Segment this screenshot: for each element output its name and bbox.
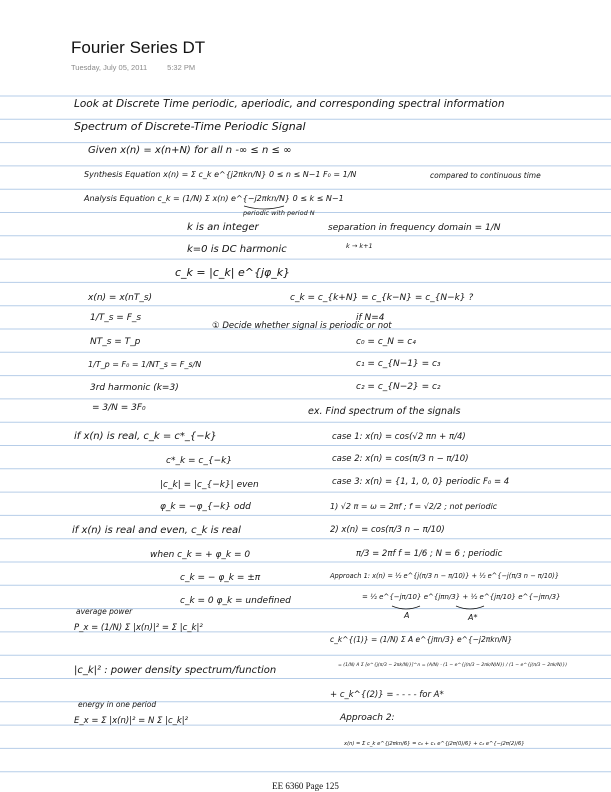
ck2-note: + c_k^{(2)} = - - - - for A* [330,690,444,700]
when-negative: c_k = − φ_k = ±π [180,573,261,583]
answer-2-detail: π/3 = 2πf f = 1/6 ; N = 6 ; periodic [356,549,503,559]
average-power-equation: P_x = (1/N) Σ |x(n)|² = Σ |c_k|² [74,623,203,633]
page-time: 5:32 PM [167,63,196,72]
real-even-property: if x(n) is real and even, c_k is real [72,525,241,536]
a-brace [392,606,420,609]
ck-sum: c_k^{(1)} = (1/N) Σ A e^{jπn/3} e^{−j2πkn/N} [330,635,513,644]
decide-note-text: ① Decide whether signal is periodic or not [212,321,392,331]
approach-1: Approach 1: x(n) = ½ e^{j(π/3 n − π/10)} + ½ e^{−j(π/3 n − π/10)} [330,572,560,580]
periodic-with-note: periodic with period N [243,209,315,217]
average-power-label: average power [76,607,133,616]
approach-2: Approach 2: [340,713,395,723]
polar-form: c_k = |c_k| e^{jφ_k} [175,266,291,279]
energy-equation: E_x = Σ |x(n)|² = N Σ |c_k|² [74,716,189,726]
given-line: Given x(n) = x(n+N) for all n -∞ ≤ n ≤ ∞ [88,145,292,156]
nts-def: NT_s = T_p [90,337,141,347]
answer-1: 1) √2 π = ω = 2πf ; f = √2/2 ; not periodic [330,502,498,511]
analysis-equation: Analysis Equation c_k = (1/N) Σ x(n) e^{−j2πkn/N} 0 ≤ k ≤ N−1 [84,194,344,203]
circular-periodicity: c_k = c_{k+N} = c_{k−N} = c_{N−k} ? [290,293,474,303]
approach-2-equation: x(n) = Σ c_k e^{j2πkn/6} = c₀ + c₁ e^{j2π(0)/6} + c₂ e^{−j2π(2)/6} [344,741,525,747]
case-3: case 3: x(n) = {1, 1, 0, 0} periodic F₀ = 4 [332,477,510,487]
when-positive: when c_k = + φ_k = 0 [150,550,251,560]
fo-def: 1/T_p = F₀ = 1/NT_s = F_s/N [88,360,202,369]
c2-relation: c₂ = c_{N−2} = c₂ [356,382,441,392]
section-heading: Spectrum of Discrete-Time Periodic Signal [74,120,306,133]
real-signal-property: if x(n) is real, c_k = c*_{−k} [74,431,217,442]
answer-2: 2) x(n) = cos(π/3 n − π/10) [330,525,445,535]
n-equals-4: if N=4 [356,313,385,323]
page-date: Tuesday, July 05, 2011 [71,63,148,72]
even-magnitude: |c_k| = |c_{−k}| even [160,480,259,490]
ck-sum-closed-form: = (1/N) A Σ [e^{j(π/3 − 2πk/N)}]^n = (A/N) · (1 − e^{j(π/3 − 2πk/N)N}) / (1 − e^{j(π/3 − 2πk/N)}) [338,663,568,668]
fs-def: 1/T_s = F_s [90,313,142,323]
third-harmonic: 3rd harmonic (k=3) [90,383,179,393]
page-footer: EE 6360 Page 125 [272,781,339,791]
k-integer-note: k is an integer [187,222,259,233]
power-density-note: |c_k|² : power density spectrum/function [74,665,277,676]
synthesis-equation: Synthesis Equation x(n) = Σ c_k e^{j2πkn/N} 0 ≤ n ≤ N−1 F₀ = 1/N [84,170,357,179]
conjugate-property: c*_k = c_{−k} [166,456,233,466]
example-heading: ex. Find spectrum of the signals [308,406,461,417]
a-label: A [404,611,410,620]
odd-phase: φ_k = −φ_{−k} odd [160,502,251,512]
c1-relation: c₁ = c_{N−1} = c₃ [356,359,441,369]
energy-label: energy in one period [78,700,157,709]
third-harmonic-value: = 3/N = 3F₀ [92,403,146,413]
case-1: case 1: x(n) = cos(√2 πn + π/4) [332,432,466,442]
when-zero: c_k = 0 φ_k = undefined [180,596,291,606]
a-star-label: A* [468,613,478,622]
x-sampled: x(n) = x(nT_s) [88,293,153,303]
page-title: Fourier Series DT [71,38,206,57]
dc-harmonic-note: k=0 is DC harmonic [187,244,287,255]
a-star-brace [456,606,484,609]
compared-note: compared to continuous time [430,171,541,180]
k-shift-note: k → k+1 [346,242,373,250]
separation-note: separation in frequency domain = 1/N [328,223,501,233]
approach-1-expanded: = ½ e^{−jπ/10} e^{jπn/3} + ½ e^{jπ/10} e^{−jπn/3} [362,593,561,601]
decide-note [212,321,392,331]
c0-relation: c₀ = c_N = c₄ [356,337,416,347]
intro-line: Look at Discrete Time periodic, aperiodic, and corresponding spectral information [74,98,505,110]
case-2: case 2: x(n) = cos(π/3 n − π/10) [332,454,469,464]
